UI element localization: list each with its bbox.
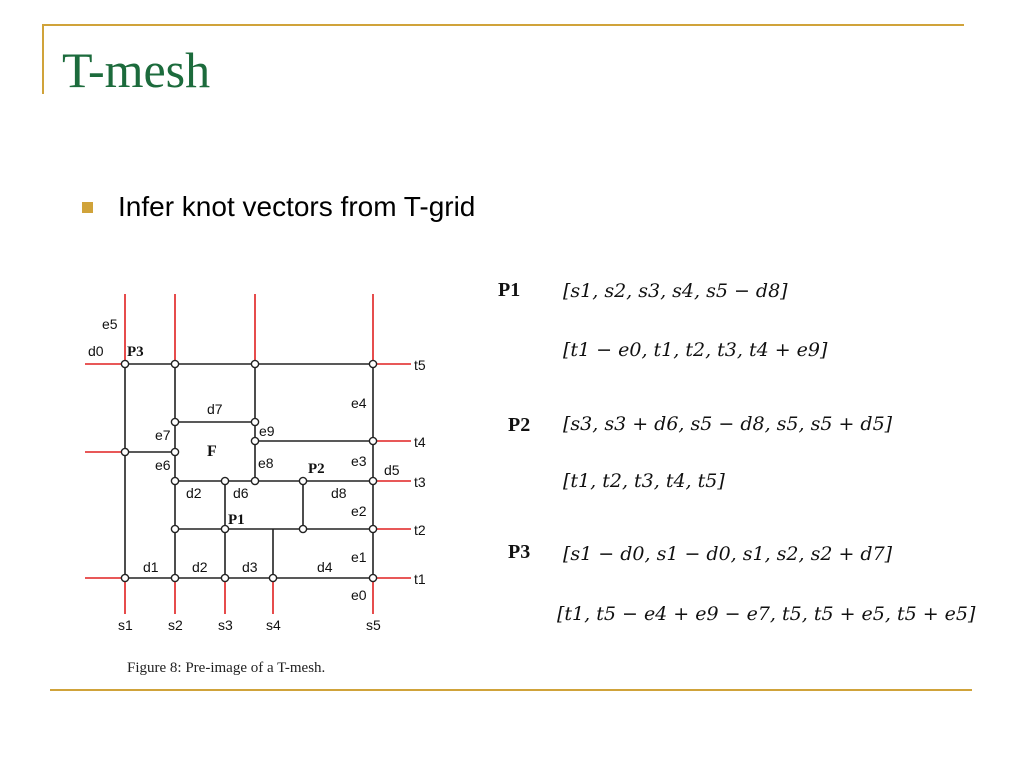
p3-s-knots: [s1 − d0, s1 − d0, s1, s2, s2 + d7]: [563, 543, 893, 565]
vertex: [171, 574, 178, 581]
label-e7: e7: [155, 427, 171, 443]
label-t2: t2: [414, 522, 426, 538]
vertex: [121, 360, 128, 367]
vertex: [171, 418, 178, 425]
label-t4: t4: [414, 434, 426, 450]
label-d4: d4: [317, 559, 333, 575]
vertex: [221, 477, 228, 484]
bullet-marker: [82, 202, 93, 213]
vertex: [121, 448, 128, 455]
vertex: [171, 477, 178, 484]
label-t3: t3: [414, 474, 426, 490]
p1-label: P1: [498, 279, 521, 301]
vertex: [369, 574, 376, 581]
label-s5: s5: [366, 617, 381, 633]
vertex: [171, 448, 178, 455]
vertex: [269, 574, 276, 581]
label-e4: e4: [351, 395, 367, 411]
p3-t-knots: [t1, t5 − e4 + e9 − e7, t5, t5 + e5, t5 + e5]: [557, 603, 976, 625]
label-e3: e3: [351, 453, 367, 469]
label-e2: e2: [351, 503, 367, 519]
label-s2: s2: [168, 617, 183, 633]
label-e9: e9: [259, 423, 275, 439]
p2-label: P2: [508, 414, 531, 436]
label-F: F: [207, 443, 217, 460]
label-t5: t5: [414, 357, 426, 373]
vertex: [251, 418, 258, 425]
label-d0: d0: [88, 343, 104, 359]
label-d2: d2: [186, 485, 202, 501]
vertex: [299, 525, 306, 532]
vertex: [171, 525, 178, 532]
label-d2-bottom: d2: [192, 559, 208, 575]
label-s1: s1: [118, 617, 133, 633]
vertex: [121, 574, 128, 581]
label-e8: e8: [258, 455, 274, 471]
slide-title: T-mesh: [62, 42, 211, 98]
vertex: [171, 360, 178, 367]
label-P2: P2: [308, 461, 325, 477]
vertex: [251, 437, 258, 444]
label-d8: d8: [331, 485, 347, 501]
p1-s-knots: [s1, s2, s3, s4, s5 − d8]: [563, 280, 788, 302]
label-P1: P1: [228, 512, 245, 528]
p3-label: P3: [508, 541, 531, 563]
figure-caption: Figure 8: Pre-image of a T-mesh.: [127, 660, 326, 676]
label-s3: s3: [218, 617, 233, 633]
label-d7: d7: [207, 401, 223, 417]
p1-t-knots: [t1 − e0, t1, t2, t3, t4 + e9]: [563, 339, 828, 361]
vertex: [369, 437, 376, 444]
label-d5: d5: [384, 462, 400, 478]
vertex: [369, 525, 376, 532]
label-d6: d6: [233, 485, 249, 501]
label-P3: P3: [127, 344, 144, 360]
label-e6: e6: [155, 457, 171, 473]
vertex: [369, 360, 376, 367]
title-accent-vertical: [42, 24, 44, 94]
title-accent-horizontal: [42, 24, 964, 26]
label-d3: d3: [242, 559, 258, 575]
bullet-text: Infer knot vectors from T-grid: [118, 191, 476, 222]
p2-s-knots: [s3, s3 + d6, s5 − d8, s5, s5 + d5]: [563, 413, 893, 435]
footer-accent-line: [50, 689, 972, 691]
vertex: [251, 477, 258, 484]
label-e0: e0: [351, 587, 367, 603]
label-d1: d1: [143, 559, 159, 575]
vertex: [221, 574, 228, 581]
tmesh-diagram: [80, 282, 460, 654]
vertex: [251, 360, 258, 367]
vertex: [369, 477, 376, 484]
label-e5: e5: [102, 316, 118, 332]
p2-t-knots: [t1, t2, t3, t4, t5]: [563, 470, 725, 492]
label-t1: t1: [414, 571, 426, 587]
label-s4: s4: [266, 617, 281, 633]
label-e1: e1: [351, 549, 367, 565]
vertex: [299, 477, 306, 484]
